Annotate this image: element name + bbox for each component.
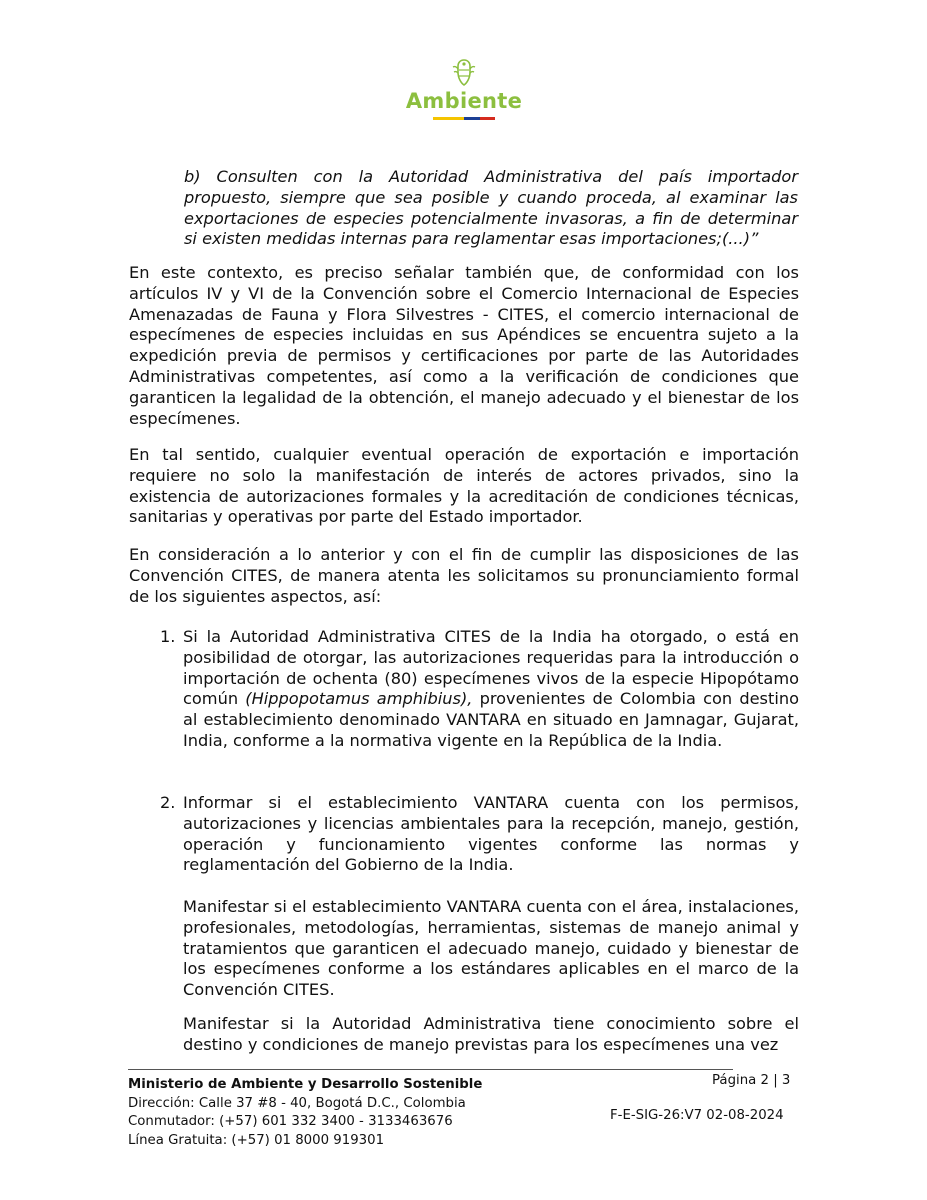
footer-contact (128, 1076, 482, 1150)
footer-phone: Conmutador: (+57) 601 332 3400 - 3133463676 (128, 1114, 453, 1129)
footer-toll-free: Línea Gratuita: (+57) 01 8000 919301 (128, 1132, 385, 1148)
list-item-text: Si la Autoridad Administrativa CITES de la India ha otorgado, o está en posibilidad de otorgar, las autorizaciones requeridas para la introducción o importación de ochenta (80) especímenes vivos de la especie Hipopótamo común (183, 627, 799, 709)
footer-address: Dirección: Calle 37 #8 - 40, Bogotá D.C., Colombia (128, 1095, 466, 1111)
form-code: F-E-SIG-26:V7 02-08-2024 (610, 1108, 784, 1123)
paragraph-request: En consideración a lo anterior y con el fin de cumplir las disposiciones de las Convención CITES, de manera atenta les solicitamos su pronunciamiento formal de los siguientes aspectos, así: (129, 545, 799, 606)
list-item-text: Informar si el establecimiento VANTARA cuenta con los permisos, autorizaciones y licencias ambientales para la recepción, manejo, gestión, operación y funcionamiento vigentes conforme las normas y reglamentación del Gobierno de la India. (183, 793, 799, 875)
species-scientific-name: (Hippopotamus amphibius), (245, 689, 473, 709)
coat-of-arms-icon (449, 58, 479, 88)
list-number: 2. (160, 793, 176, 812)
footer-ministry: Ministerio de Ambiente y Desarrollo Sostenible (128, 1077, 483, 1092)
colombia-flag-stripe (433, 117, 495, 120)
cites-quote: b) Consulten con la Autoridad Administrativa del país importador propuesto, siempre que sea posible y cuando proceda, al examinar las exportaciones de especies potencialmente invasoras, a fin de determinar si existen medidas internas para reglamentar esas importaciones;(...)” (184, 167, 798, 249)
footer-divider (128, 1069, 733, 1070)
ministry-logo (404, 58, 524, 138)
list-number: 1. (160, 627, 176, 646)
logo-wordmark: Ambiente (405, 89, 523, 113)
list-item (129, 627, 799, 752)
page-number: Página 2 | 3 (712, 1073, 791, 1088)
sub-paragraph-facilities: Manifestar si el establecimiento VANTARA cuenta con el área, instalaciones, profesionales, metodologías, herramientas, sistemas de manejo animal y tratamientos que garanticen el adecuado manejo, cuidado y bienestar de los especímenes conforme a los estándares aplicables en el marco de la Convención CITES. (183, 897, 799, 1000)
paragraph-context: En este contexto, es preciso señalar también que, de conformidad con los artículos IV y VI de la Convención sobre el Comercio Internacional de Especies Amenazadas de Fauna y Flora Silvestres - CITES, el comercio internacional de especímenes de especies incluidas en sus Apéndices se encuentra sujeto a la expedición previa de permisos y certificaciones por parte de las Autoridades Administrativas competentes, así como a la verificación de condiciones que garanticen la legalidad de la obtención, el manejo adecuado y el bienestar de los especímenes. (129, 263, 799, 428)
list-item (129, 793, 799, 876)
paragraph-requirements: En tal sentido, cualquier eventual operación de exportación e importación requiere no solo la manifestación de interés de actores privados, sino la existencia de autorizaciones formales y la acreditación de condiciones técnicas, sanitarias y operativas por parte del Estado importador. (129, 445, 799, 527)
list-item-text-continued: provenientes de Colombia con destino al establecimiento denominado VANTARA en situado en Jamnagar, Gujarat, India, conforme a la normativa vigente en la República de la India. (183, 689, 799, 750)
sub-paragraph-destination: Manifestar si la Autoridad Administrativa tiene conocimiento sobre el destino y condiciones de manejo previstas para los especímenes una vez (183, 1014, 799, 1054)
